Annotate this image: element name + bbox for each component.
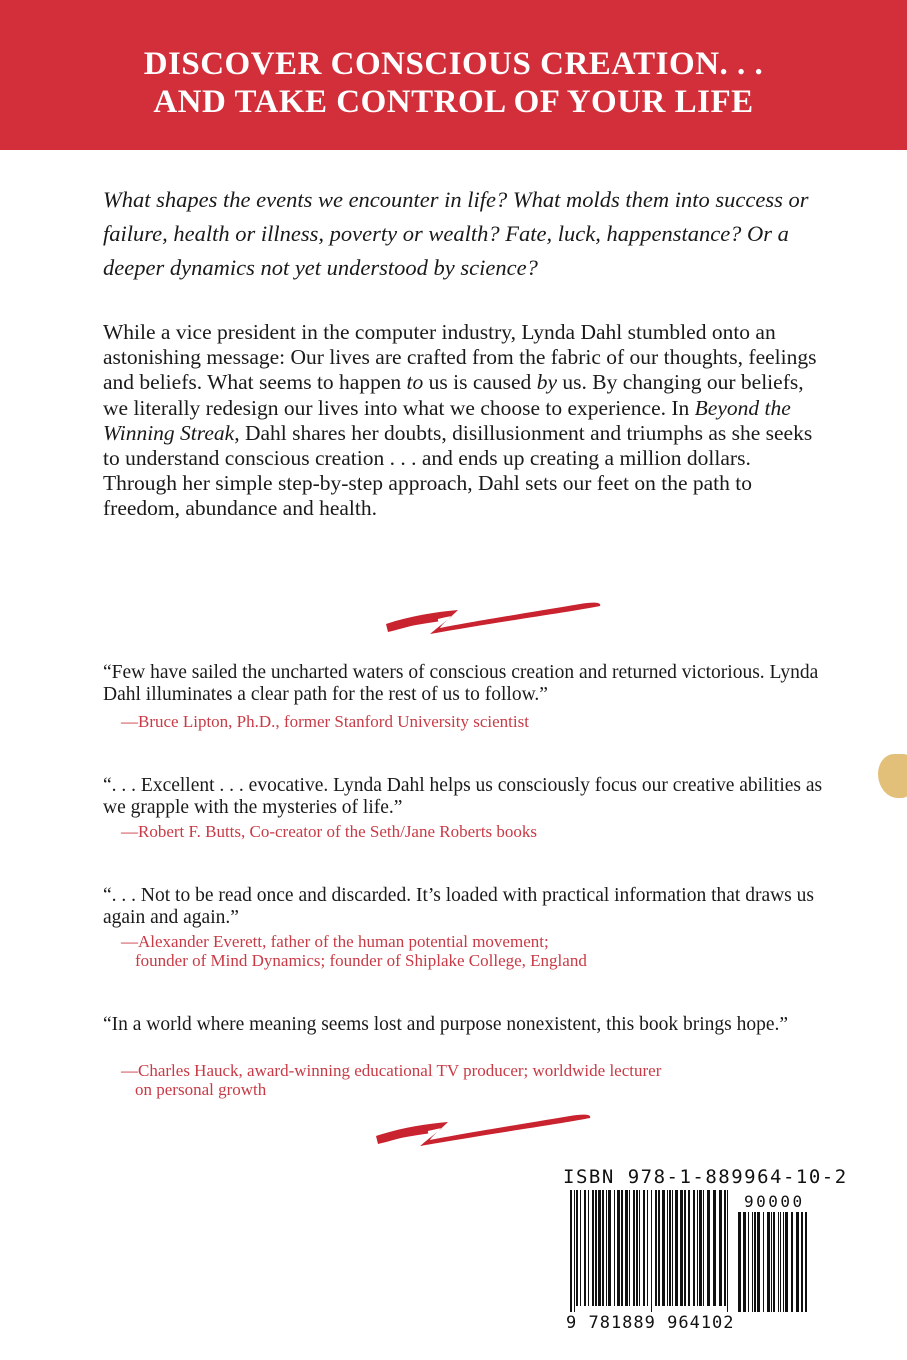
quote-1-text: “Few have sailed the uncharted waters of conscious creation and returned victorious. Lynda Dahl illuminates a clear path for the rest of us to follow.”	[103, 662, 819, 705]
red-swash-divider-bottom	[370, 1106, 600, 1152]
barcode-bar	[773, 1212, 775, 1312]
isbn-digits: 9 781889 964102	[566, 1313, 735, 1333]
barcode-bar	[672, 1190, 673, 1306]
barcode-bar	[713, 1190, 716, 1306]
barcode-bar	[771, 1212, 772, 1312]
barcode-bar	[743, 1212, 746, 1312]
intro-paragraph: What shapes the events we encounter in life? What molds them into success or failure, health or illness, poverty or wealth? Fate, luck, happenstance? Or a deeper dynamics not yet understood by science?	[103, 187, 809, 280]
barcode-bar	[580, 1190, 581, 1306]
barcode-bar	[651, 1190, 652, 1312]
barcode-bar	[643, 1190, 645, 1306]
barcode-bar	[780, 1212, 781, 1312]
barcode-bar	[801, 1212, 803, 1312]
headline-line-2: AND TAKE CONTROL OF YOUR LIFE	[153, 84, 754, 120]
barcode-bar	[598, 1190, 601, 1306]
barcode-bar	[703, 1190, 704, 1306]
barcode-bar	[719, 1190, 722, 1306]
barcode-bar	[675, 1190, 678, 1306]
barcode-bar	[748, 1212, 749, 1312]
barcode-bar	[625, 1190, 628, 1306]
quote-4-attribution-line-1: —Charles Hauck, award-winning educational TV producer; worldwide lecturer	[121, 1061, 662, 1080]
barcode-bar	[754, 1212, 756, 1312]
barcode-bar	[727, 1190, 728, 1312]
barcode-bar	[655, 1190, 657, 1306]
quote-3-attribution-line-1: —Alexander Everett, father of the human potential movement;	[121, 932, 549, 951]
barcode-bar	[629, 1190, 630, 1306]
barcode-bar	[783, 1212, 784, 1312]
barcode-bar	[602, 1190, 604, 1306]
quote-4-text: “In a world where meaning seems lost and purpose nonexistent, this book brings hope.”	[103, 1014, 789, 1035]
red-swash-divider-top	[380, 594, 610, 640]
barcode-bar	[688, 1190, 690, 1306]
quote-1-attribution: —Bruce Lipton, Ph.D., former Stanford University scientist	[121, 712, 529, 731]
barcode-bar	[757, 1212, 760, 1312]
quote-3-attribution-line-2: founder of Mind Dynamics; founder of Shiplake College, England	[135, 951, 587, 970]
description-emphasis-by: by	[536, 370, 557, 395]
barcode-bar	[614, 1190, 615, 1306]
barcode-bar	[791, 1212, 793, 1312]
barcode-bar	[667, 1190, 668, 1306]
barcode-bar	[767, 1212, 770, 1312]
quote-2-attribution: —Robert F. Butts, Co-creator of the Seth/Jane Roberts books	[121, 822, 538, 841]
barcode-bar	[658, 1190, 660, 1306]
quote-3-text: “. . . Not to be read once and discarded. It’s loaded with practical information that draws us again and again.”	[103, 885, 814, 928]
description-text-1: While a vice president in the computer industry, Lynda Dahl stumbled onto an astonishing message: Our lives are crafted from the fabric of our thoughts, feelings and beliefs. What seems to happen	[103, 320, 817, 395]
barcode-bar	[684, 1190, 686, 1306]
barcode-bar	[595, 1190, 597, 1306]
barcode-bar	[763, 1212, 764, 1312]
barcode-bar	[636, 1190, 638, 1306]
barcode-bar	[785, 1212, 788, 1312]
description-text-4: , Dahl shares her doubts, disillusionment and triumphs as she seeks to understand conscious creation . . . and ends up creating a million dollars. Through her simple step-by-step approach, Dahl sets our feet on the path to freedom, abundance and health.	[103, 420, 813, 521]
description-text-2: us is caused	[423, 370, 537, 395]
page-stain	[878, 754, 907, 798]
barcode-bar	[669, 1190, 671, 1306]
barcode-bar	[584, 1190, 586, 1306]
barcode-bar	[633, 1190, 635, 1306]
barcode-bar	[588, 1190, 589, 1306]
isbn-barcode	[570, 1190, 730, 1312]
description-emphasis-to: to	[406, 370, 424, 395]
barcode-bar	[752, 1212, 753, 1312]
barcode-bar	[707, 1190, 710, 1306]
barcode-bar	[592, 1190, 594, 1306]
description-paragraph	[103, 320, 823, 522]
barcode-bar	[796, 1212, 799, 1312]
barcode-bar	[621, 1190, 623, 1306]
barcode-bar	[570, 1190, 572, 1312]
barcode-bar	[805, 1212, 807, 1312]
barcode-bar	[738, 1212, 741, 1312]
barcode-bar	[639, 1190, 640, 1306]
barcode-bar	[574, 1190, 575, 1312]
title-banner	[0, 0, 907, 150]
quote-2-text: “. . . Excellent . . . evocative. Lynda Dahl helps us consciously focus our creative abilities as we grapple with the mysteries of life.”	[103, 775, 823, 818]
barcode-bar	[778, 1212, 779, 1312]
barcode-bar	[662, 1190, 665, 1306]
book-title: Beyond the Winning Streak	[103, 395, 791, 445]
barcode-bar	[724, 1190, 726, 1306]
barcode-bar	[697, 1190, 698, 1306]
barcode-bar	[608, 1190, 611, 1306]
barcode-bar	[606, 1190, 607, 1306]
price-addon-barcode	[738, 1212, 810, 1312]
barcode-bar	[699, 1190, 702, 1306]
price-code: 90000	[744, 1192, 805, 1211]
quote-4-attribution-line-2: on personal growth	[135, 1080, 267, 1099]
description-text-3: us. By changing our beliefs, we literally redesign our lives into what we choose to experience. In	[103, 370, 804, 420]
barcode-bar	[576, 1190, 578, 1306]
headline-line-1: DISCOVER CONSCIOUS CREATION. . .	[143, 46, 764, 82]
barcode-bar	[680, 1190, 683, 1306]
barcode-bar	[693, 1190, 695, 1306]
barcode-bar	[647, 1190, 648, 1306]
isbn-label: ISBN 978-1-889964-10-2	[563, 1166, 848, 1188]
barcode-bar	[617, 1190, 620, 1306]
